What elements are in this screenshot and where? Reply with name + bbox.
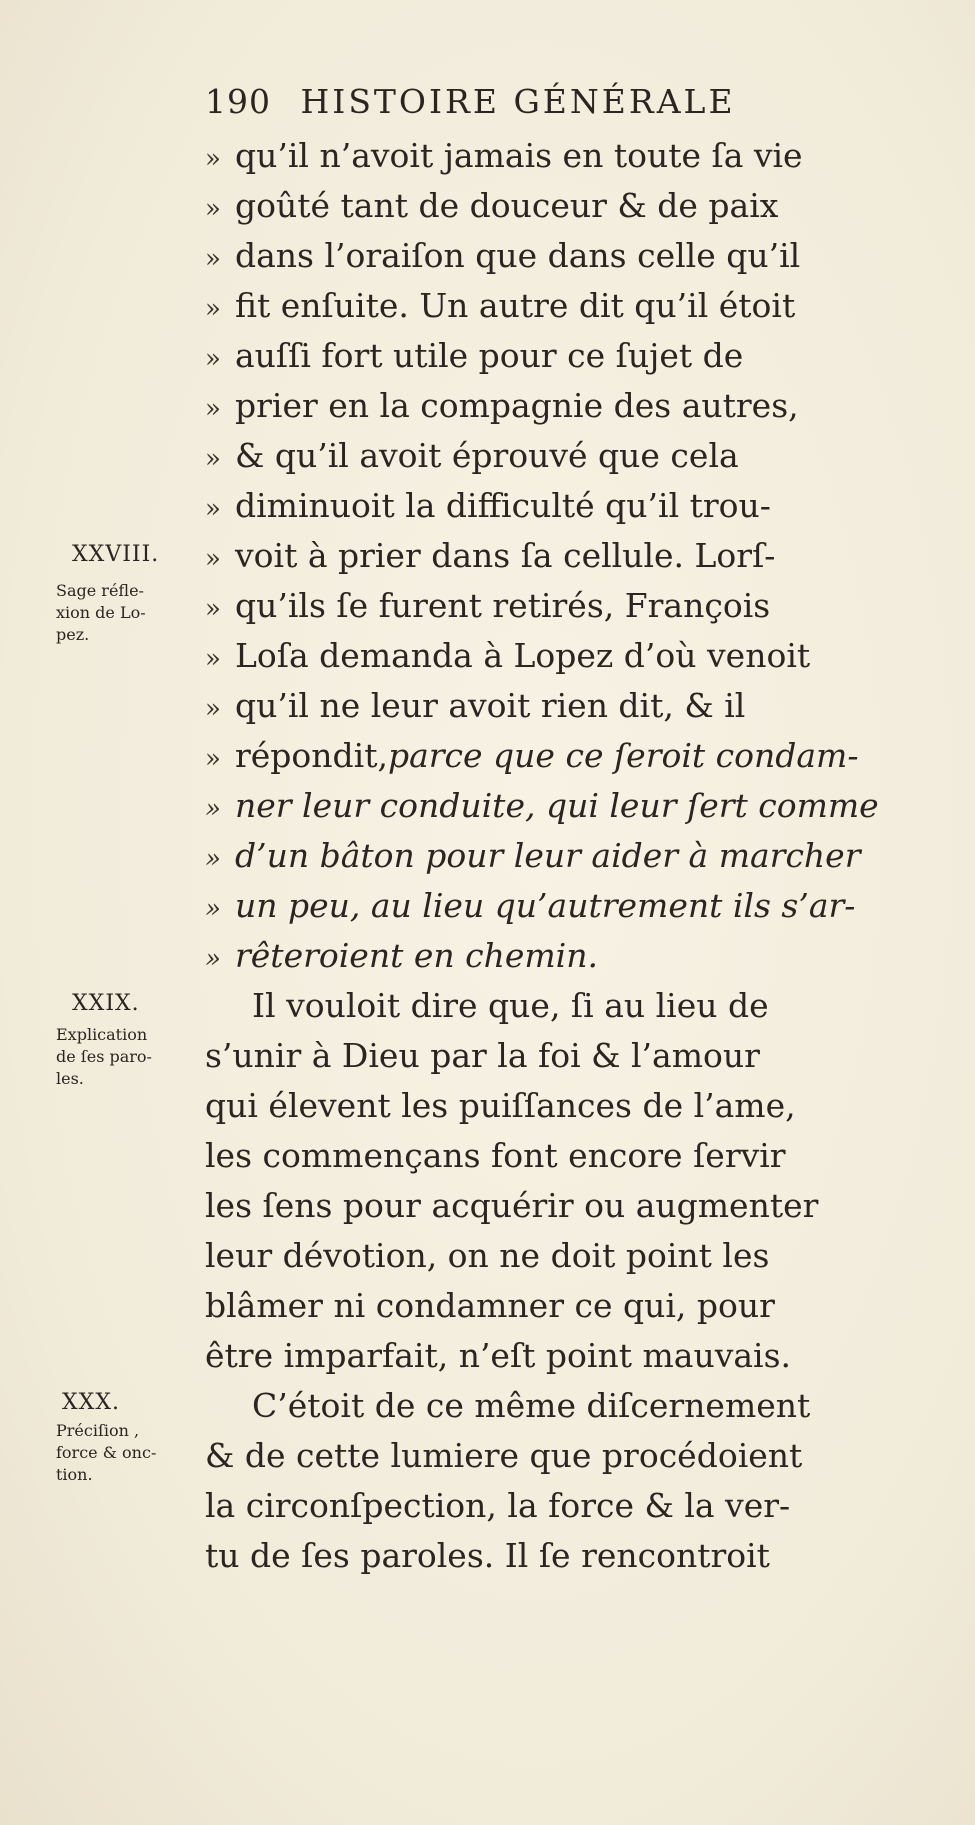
text-line: être imparfait, n’eſt point mauvais.: [205, 1336, 791, 1375]
section-number: XXVIII.: [72, 542, 160, 567]
italic-text: parce que ce ſeroit condam-: [387, 736, 859, 775]
quote-mark: »: [205, 544, 221, 574]
quote-mark: »: [205, 594, 221, 624]
text-line: s’unir à Dieu par la foi & l’amour: [205, 1036, 760, 1075]
text-line: les ſens pour acquérir ou augmenter: [205, 1186, 819, 1225]
quote-mark: »: [205, 644, 221, 674]
paragraph-first-line: Il vouloit dire que, ſi au lieu de: [252, 986, 769, 1025]
text-line: blâmer ni condamner ce qui, pour: [205, 1286, 775, 1325]
quote-mark: »: [205, 144, 221, 174]
paragraph-first-line: C’étoit de ce même diſcernement: [252, 1386, 811, 1425]
text-line: la circonſpection, la force & la ver-: [205, 1486, 791, 1525]
text-line: » diminuoit la difficulté qu’il trou-: [205, 481, 905, 531]
text-line: » qu’il n’avoit jamais en toute ſa vie: [205, 131, 905, 181]
text-line: » rêteroient en chemin.: [205, 931, 905, 981]
text-line: » goûté tant de douceur & de paix: [205, 181, 905, 231]
quote-mark: »: [205, 944, 221, 974]
quote-mark: »: [205, 244, 221, 274]
text-line: tu de ſes paroles. Il ſe rencontroit: [205, 1536, 770, 1575]
running-title: HISTOIRE GÉNÉRALE: [300, 82, 736, 121]
quote-mark: »: [205, 394, 221, 424]
margin-note: Explication de ſes paro- les.: [56, 1025, 152, 1088]
quote-mark: »: [205, 294, 221, 324]
text-line: leur dévotion, on ne doit point les: [205, 1236, 770, 1275]
text-line: » auſſi fort utile pour ce ſujet de: [205, 331, 905, 381]
text-line: » voit à prier dans ſa cellule. Lorſ-: [205, 531, 905, 581]
text-line: » prier en la compagnie des autres,: [205, 381, 905, 431]
text-line: » dans l’oraiſon que dans celle qu’il: [205, 231, 905, 281]
text-line: » ner leur conduite, qui leur ſert comme: [205, 781, 905, 831]
quote-mark: »: [205, 194, 221, 224]
quote-mark: »: [205, 344, 221, 374]
text-line: » d’un bâton pour leur aider à marcher: [205, 831, 905, 881]
quote-mark: »: [205, 794, 221, 824]
text-line: » un peu, au lieu qu’autrement ils s’ar-: [205, 881, 905, 931]
section-number: XXIX.: [72, 991, 140, 1016]
quote-mark: »: [205, 694, 221, 724]
quote-mark: »: [205, 494, 221, 524]
text-line: les commençans font encore ſervir: [205, 1136, 786, 1175]
text-line: qui élevent les puiſſances de l’ame,: [205, 1086, 796, 1125]
text-line: » fit enſuite. Un autre dit qu’il étoit: [205, 281, 905, 331]
text-line: » & qu’il avoit éprouvé que cela: [205, 431, 905, 481]
quote-mark: »: [205, 894, 221, 924]
quote-mark: »: [205, 444, 221, 474]
text-line: » Loſa demanda à Lopez d’où venoit: [205, 631, 905, 681]
text-line: » répondit,parce que ce ſeroit condam-: [205, 731, 905, 781]
quote-mark: »: [205, 744, 221, 774]
section-number: XXX.: [62, 1390, 120, 1415]
page-number: 190: [205, 82, 271, 121]
text-line: & de cette lumiere que procédoient: [205, 1436, 803, 1475]
text-line: » qu’ils ſe furent retirés, François: [205, 581, 905, 631]
margin-note: Préciſion , force & onc- tion.: [56, 1421, 157, 1484]
quote-mark: »: [205, 844, 221, 874]
margin-note: Sage réfle- xion de Lo- pez.: [56, 581, 146, 644]
running-header: [205, 82, 885, 132]
text-line: » qu’il ne leur avoit rien dit, & il: [205, 681, 905, 731]
